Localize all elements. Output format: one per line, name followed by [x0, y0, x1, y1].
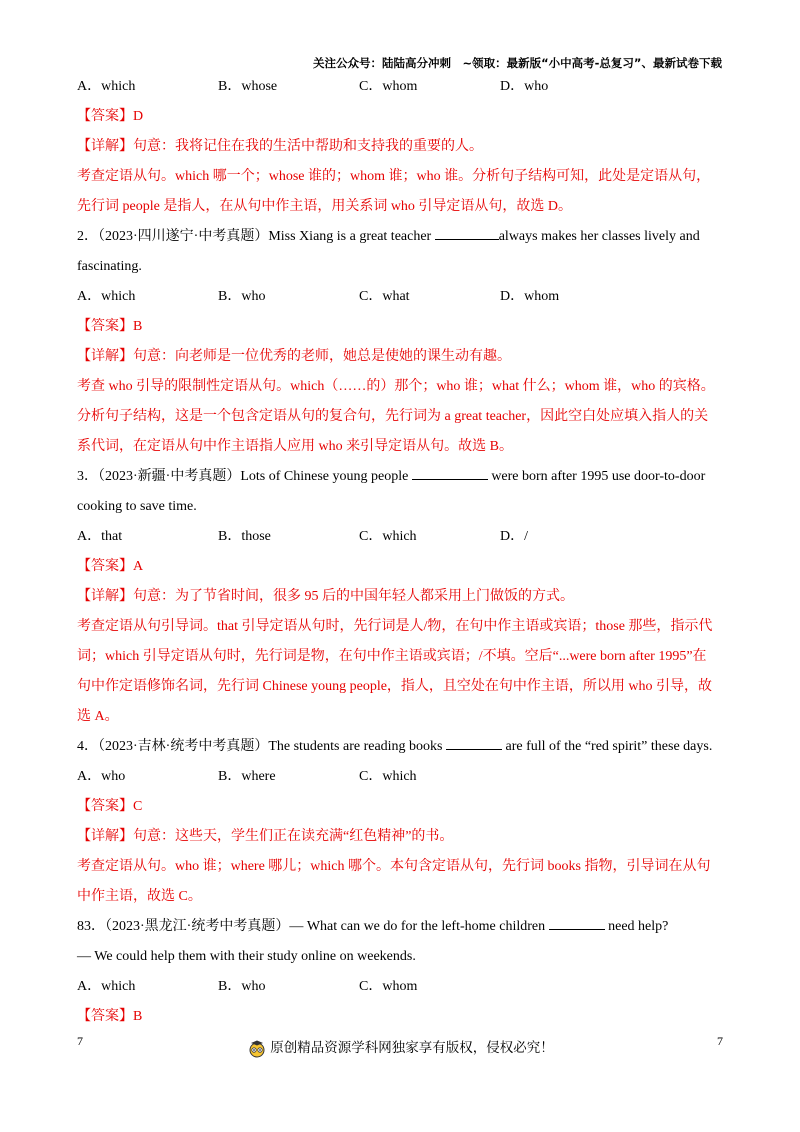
q83-blank [549, 916, 605, 930]
q1-options [77, 72, 727, 102]
q2-stem: 2．（2023·四川遂宁·中考真题）Miss Xiang is a great teacher always makes her classes lively and [77, 222, 727, 252]
q83-stem-cont: — We could help them with their study online on weekends. [77, 949, 416, 964]
q2-stem-cont: fascinating. [77, 259, 142, 274]
q4-option-b: B．where [218, 769, 276, 784]
q1-option-d: D．who [500, 79, 549, 94]
q3-stem: 3．（2023·新疆·中考真题）Lots of Chinese young people were born after 1995 use door-to-door [77, 462, 727, 492]
q2-option-a: A．which [77, 289, 136, 304]
q3-answer: 【答案】A [77, 559, 144, 574]
q3-option-a: A．that [77, 529, 123, 544]
q83-answer: 【答案】B [77, 1009, 143, 1024]
page-number-left: 7 [77, 1034, 83, 1048]
q2-detail: 【详解】句意：向老师是一位优秀的老师，她总是使她的课生动有趣。 [77, 349, 511, 364]
q4-blank [446, 736, 502, 750]
q2-explain-3: 系代词，在定语从句中作主语指人应用 who 来引导定语从句。故选 B。 [77, 439, 513, 454]
q2-option-b: B．who [218, 289, 266, 304]
q2-answer: 【答案】B [77, 319, 143, 334]
q1-explain-2: 先行词 people 是指人，在从句中作主语，用关系词 who 引导定语从句，故选 D。 [77, 199, 573, 214]
q4-explain-1: 考查定语从句。who 谁；where 哪儿；which 哪个。本句含定语从句，先行词 books 指物，引导词在从句 [77, 859, 711, 874]
q1-detail: 【详解】句意：我将记住在我的生活中帮助和支持我的重要的人。 [77, 139, 483, 154]
q3-options [77, 522, 727, 552]
q83-stem: 83．（2023·黑龙江·统考中考真题）— What can we do for the left-home children need help? [77, 912, 727, 942]
q1-option-c: C．whom [359, 79, 418, 94]
page-header: 关注公众号：陆陆高分冲刺 ~领取：最新版“小中高考-总复习”、最新试卷下载 [312, 56, 722, 70]
q3-explain-2: 词；which 引导定语从句时，先行词是物，在句中作主语或宾语；/不填。空后“...were born after 1995”在 [77, 649, 707, 664]
q4-answer: 【答案】C [77, 799, 143, 814]
q3-blank [412, 466, 488, 480]
q4-options [77, 762, 727, 792]
q83-option-b: B．who [218, 979, 266, 994]
q2-option-d: D．whom [500, 289, 560, 304]
q3-explain-3: 句中作定语修饰名词，先行词 Chinese young people，指人，且空处在句中作主语，所以用 who 引导，故 [77, 679, 713, 694]
q2-options [77, 282, 727, 312]
q3-option-c: C．which [359, 529, 417, 544]
mascot-icon [246, 1040, 268, 1058]
copyright-notice: 原创精品资源学科网独家享有版权，侵权必究！ [0, 1036, 800, 1058]
q2-explain-1: 考查 who 引导的限制性定语从句。which（……的）那个；who 谁；what 什么；whom 谁，who 的宾格。 [77, 379, 715, 394]
q4-detail: 【详解】句意：这些天，学生们正在读充满“红色精神”的书。 [77, 829, 454, 844]
q4-option-a: A．who [77, 769, 126, 784]
q2-option-c: C．what [359, 289, 410, 304]
q83-option-a: A．which [77, 979, 136, 994]
q1-answer: 【答案】D [77, 109, 144, 124]
q1-option-b: B．whose [218, 79, 278, 94]
q3-option-d: D．/ [500, 529, 528, 544]
q4-explain-2: 中作主语，故选 C。 [77, 889, 202, 904]
q3-stem-cont: cooking to save time. [77, 499, 197, 514]
q2-blank [435, 226, 499, 240]
q2-explain-2: 分析句子结构，这是一个包含定语从句的复合句，先行词为 a great teacher，因此空白处应填入指人的关 [77, 409, 709, 424]
q3-option-b: B．those [218, 529, 271, 544]
q3-explain-1: 考查定语从句引导词。that 引导定语从句时，先行词是人/物，在句中作主语或宾语；those 那些，指示代 [77, 619, 713, 634]
q4-option-c: C．which [359, 769, 417, 784]
q1-option-a: A．which [77, 79, 136, 94]
document-body [77, 72, 727, 1032]
q3-detail: 【详解】句意：为了节省时间，很多 95 后的中国年轻人都采用上门做饭的方式。 [77, 589, 574, 604]
q1-explain-1: 考查定语从句。which 哪一个；whose 谁的；whom 谁；who 谁。分析句子结构可知，此处是定语从句， [77, 169, 711, 184]
page-number-right: 7 [717, 1034, 723, 1048]
q83-option-c: C．whom [359, 979, 418, 994]
q4-stem: 4．（2023·吉林·统考中考真题）The students are reading books are full of the “red spirit” these days. [77, 732, 727, 762]
q83-options [77, 972, 727, 1002]
q3-explain-4: 选 A。 [77, 709, 119, 724]
